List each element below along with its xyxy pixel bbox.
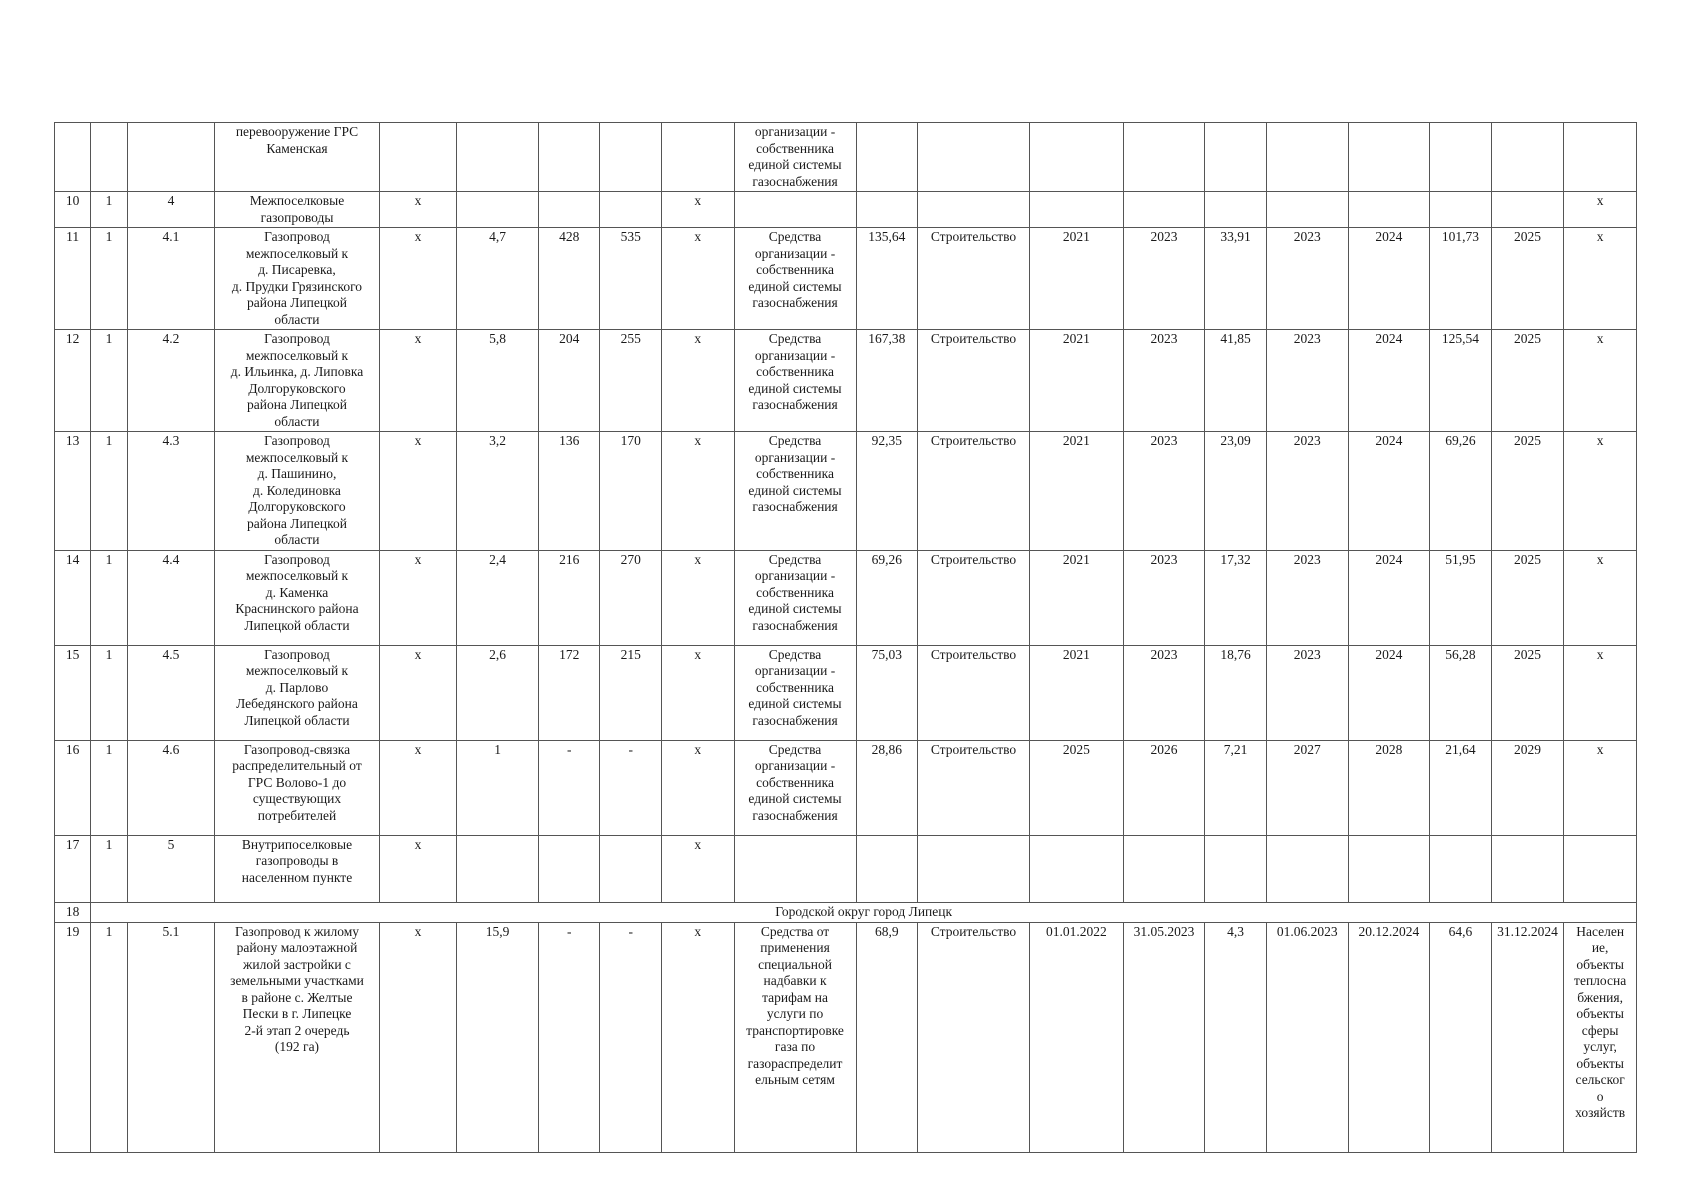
build-end: 2024 xyxy=(1348,645,1430,740)
design-cost: 18,76 xyxy=(1205,645,1267,740)
col-9-cell: x xyxy=(661,330,734,432)
cost-cell: 135,64 xyxy=(856,228,918,330)
col-2-cell: 1 xyxy=(91,835,127,902)
object-name: Газопровод межпоселковый к д. Пашинино, д. Колединовка Долгоруковского района Липецкой области xyxy=(215,432,379,551)
table-row xyxy=(55,740,1637,835)
col-5-cell: x xyxy=(379,550,457,645)
commissioning: 2025 xyxy=(1491,330,1564,432)
row-number: 19 xyxy=(55,922,91,1152)
col-7-cell: 428 xyxy=(538,228,600,330)
work-type: Строительство xyxy=(918,550,1030,645)
build-start: 2023 xyxy=(1266,432,1348,551)
funding-source: Средства от применения специальной надбавки к тарифам на услуги по транспортировке газа по газораспределит ельным сетям xyxy=(734,922,856,1152)
build-start xyxy=(1266,835,1348,902)
design-start xyxy=(1029,123,1123,192)
row-number: 10 xyxy=(55,192,91,228)
design-cost: 41,85 xyxy=(1205,330,1267,432)
funding-source xyxy=(734,192,856,228)
row-number: 17 xyxy=(55,835,91,902)
funding-source: организации - собственника единой системы газоснабжения xyxy=(734,123,856,192)
consumers-note: x xyxy=(1564,330,1637,432)
row-number xyxy=(55,123,91,192)
col-8-cell: 215 xyxy=(600,645,662,740)
col-9-cell: x xyxy=(661,432,734,551)
table-row xyxy=(55,228,1637,330)
build-end: 2024 xyxy=(1348,432,1430,551)
table-row xyxy=(55,902,1637,922)
col-5-cell: x xyxy=(379,835,457,902)
row-number: 12 xyxy=(55,330,91,432)
work-type xyxy=(918,192,1030,228)
design-cost xyxy=(1205,835,1267,902)
length-cell xyxy=(457,192,539,228)
design-start xyxy=(1029,835,1123,902)
length-cell: 3,2 xyxy=(457,432,539,551)
col-7-cell: - xyxy=(538,922,600,1152)
commissioning: 2025 xyxy=(1491,432,1564,551)
build-cost: 64,6 xyxy=(1430,922,1492,1152)
col-5-cell: x xyxy=(379,922,457,1152)
object-name: Газопровод межпоселковый к д. Ильинка, д. Липовка Долгоруковского района Липецкой области xyxy=(215,330,379,432)
build-cost: 56,28 xyxy=(1430,645,1492,740)
work-type: Строительство xyxy=(918,645,1030,740)
length-cell: 5,8 xyxy=(457,330,539,432)
row-number: 13 xyxy=(55,432,91,551)
table-row xyxy=(55,550,1637,645)
design-cost: 23,09 xyxy=(1205,432,1267,551)
build-cost: 101,73 xyxy=(1430,228,1492,330)
commissioning xyxy=(1491,192,1564,228)
build-start: 2023 xyxy=(1266,228,1348,330)
build-start: 01.06.2023 xyxy=(1266,922,1348,1152)
design-start: 2021 xyxy=(1029,432,1123,551)
cost-cell xyxy=(856,835,918,902)
consumers-note: x xyxy=(1564,228,1637,330)
col-2-cell: 1 xyxy=(91,192,127,228)
item-code xyxy=(127,123,215,192)
design-start: 01.01.2022 xyxy=(1029,922,1123,1152)
cost-cell: 68,9 xyxy=(856,922,918,1152)
col-5-cell xyxy=(379,123,457,192)
col-2-cell: 1 xyxy=(91,645,127,740)
work-type: Строительство xyxy=(918,228,1030,330)
length-cell: 1 xyxy=(457,740,539,835)
build-end: 2024 xyxy=(1348,228,1430,330)
build-cost xyxy=(1430,835,1492,902)
design-start: 2021 xyxy=(1029,550,1123,645)
col-2-cell: 1 xyxy=(91,330,127,432)
cost-cell: 92,35 xyxy=(856,432,918,551)
design-end xyxy=(1123,192,1205,228)
item-code: 5.1 xyxy=(127,922,215,1152)
row-number: 15 xyxy=(55,645,91,740)
build-end xyxy=(1348,192,1430,228)
col-7-cell xyxy=(538,123,600,192)
cost-cell: 28,86 xyxy=(856,740,918,835)
col-5-cell: x xyxy=(379,740,457,835)
build-start: 2027 xyxy=(1266,740,1348,835)
funding-source: Средства организации - собственника единой системы газоснабжения xyxy=(734,740,856,835)
build-end: 2024 xyxy=(1348,550,1430,645)
object-name: Газопровод межпоселковый к д. Парлово Лебедянского района Липецкой области xyxy=(215,645,379,740)
cost-cell: 75,03 xyxy=(856,645,918,740)
build-start xyxy=(1266,123,1348,192)
col-7-cell xyxy=(538,835,600,902)
design-cost xyxy=(1205,123,1267,192)
col-9-cell: x xyxy=(661,835,734,902)
item-code: 5 xyxy=(127,835,215,902)
col-8-cell: 255 xyxy=(600,330,662,432)
funding-source: Средства организации - собственника единой системы газоснабжения xyxy=(734,228,856,330)
object-name: Газопровод межпоселковый к д. Писаревка, д. Прудки Грязинского района Липецкой области xyxy=(215,228,379,330)
design-cost xyxy=(1205,192,1267,228)
design-end xyxy=(1123,123,1205,192)
col-2-cell: 1 xyxy=(91,228,127,330)
col-2-cell: 1 xyxy=(91,550,127,645)
build-end xyxy=(1348,123,1430,192)
col-2-cell: 1 xyxy=(91,922,127,1152)
col-8-cell xyxy=(600,192,662,228)
work-type: Строительство xyxy=(918,740,1030,835)
length-cell: 2,4 xyxy=(457,550,539,645)
col-2-cell xyxy=(91,123,127,192)
build-cost: 69,26 xyxy=(1430,432,1492,551)
item-code: 4 xyxy=(127,192,215,228)
commissioning: 2029 xyxy=(1491,740,1564,835)
build-cost: 21,64 xyxy=(1430,740,1492,835)
design-end: 2023 xyxy=(1123,550,1205,645)
funding-source: Средства организации - собственника единой системы газоснабжения xyxy=(734,330,856,432)
build-end xyxy=(1348,835,1430,902)
col-9-cell: x xyxy=(661,550,734,645)
col-8-cell: - xyxy=(600,922,662,1152)
col-8-cell: 535 xyxy=(600,228,662,330)
col-5-cell: x xyxy=(379,432,457,551)
col-9-cell: x xyxy=(661,740,734,835)
build-start: 2023 xyxy=(1266,550,1348,645)
col-7-cell: 172 xyxy=(538,645,600,740)
build-cost xyxy=(1430,192,1492,228)
commissioning xyxy=(1491,123,1564,192)
consumers-note: Населен ие, объекты теплосна бжения, объекты сферы услуг, объекты сельског о хозяйств xyxy=(1564,922,1637,1152)
col-5-cell: x xyxy=(379,228,457,330)
commissioning: 2025 xyxy=(1491,645,1564,740)
col-9-cell: x xyxy=(661,192,734,228)
length-cell xyxy=(457,123,539,192)
col-7-cell xyxy=(538,192,600,228)
design-start: 2025 xyxy=(1029,740,1123,835)
cost-cell: 69,26 xyxy=(856,550,918,645)
item-code: 4.4 xyxy=(127,550,215,645)
work-type xyxy=(918,835,1030,902)
build-start: 2023 xyxy=(1266,330,1348,432)
object-name: Газопровод к жилому району малоэтажной жилой застройки с земельными участками в районе с. Желтые Пески в г. Липецке 2-й этап 2 очередь (192 га) xyxy=(215,922,379,1152)
col-5-cell: x xyxy=(379,192,457,228)
col-8-cell: 270 xyxy=(600,550,662,645)
design-start: 2021 xyxy=(1029,645,1123,740)
table-row xyxy=(55,123,1637,192)
design-end: 2023 xyxy=(1123,330,1205,432)
length-cell: 4,7 xyxy=(457,228,539,330)
section-title: Городской округ город Липецк xyxy=(91,902,1637,922)
funding-source xyxy=(734,835,856,902)
build-start: 2023 xyxy=(1266,645,1348,740)
consumers-note: x xyxy=(1564,192,1637,228)
build-end: 2028 xyxy=(1348,740,1430,835)
col-2-cell: 1 xyxy=(91,740,127,835)
table-row xyxy=(55,922,1637,1152)
consumers-note xyxy=(1564,835,1637,902)
object-name: Внутрипоселковые газопроводы в населенном пункте xyxy=(215,835,379,902)
design-start xyxy=(1029,192,1123,228)
design-cost: 7,21 xyxy=(1205,740,1267,835)
col-7-cell: 216 xyxy=(538,550,600,645)
object-name: Межпоселковые газопроводы xyxy=(215,192,379,228)
length-cell: 15,9 xyxy=(457,922,539,1152)
cost-cell: 167,38 xyxy=(856,330,918,432)
item-code: 4.5 xyxy=(127,645,215,740)
design-cost: 33,91 xyxy=(1205,228,1267,330)
design-end: 2023 xyxy=(1123,645,1205,740)
table-row xyxy=(55,432,1637,551)
col-5-cell: x xyxy=(379,645,457,740)
col-8-cell: 170 xyxy=(600,432,662,551)
length-cell: 2,6 xyxy=(457,645,539,740)
funding-source: Средства организации - собственника единой системы газоснабжения xyxy=(734,645,856,740)
consumers-note xyxy=(1564,123,1637,192)
commissioning: 2025 xyxy=(1491,228,1564,330)
table-row xyxy=(55,192,1637,228)
funding-source: Средства организации - собственника единой системы газоснабжения xyxy=(734,550,856,645)
item-code: 4.1 xyxy=(127,228,215,330)
object-name: Газопровод-связка распределительный от ГРС Волово-1 до существующих потребителей xyxy=(215,740,379,835)
row-number: 14 xyxy=(55,550,91,645)
row-number: 11 xyxy=(55,228,91,330)
length-cell xyxy=(457,835,539,902)
build-end: 2024 xyxy=(1348,330,1430,432)
design-cost: 4,3 xyxy=(1205,922,1267,1152)
build-end: 20.12.2024 xyxy=(1348,922,1430,1152)
col-5-cell: x xyxy=(379,330,457,432)
table-row xyxy=(55,330,1637,432)
build-start xyxy=(1266,192,1348,228)
object-name: Газопровод межпоселковый к д. Каменка Краснинского района Липецкой области xyxy=(215,550,379,645)
design-cost: 17,32 xyxy=(1205,550,1267,645)
col-2-cell: 1 xyxy=(91,432,127,551)
design-start: 2021 xyxy=(1029,330,1123,432)
commissioning xyxy=(1491,835,1564,902)
col-8-cell xyxy=(600,835,662,902)
work-type: Строительство xyxy=(918,432,1030,551)
cost-cell xyxy=(856,123,918,192)
table-body xyxy=(55,123,1637,1153)
col-9-cell xyxy=(661,123,734,192)
funding-source: Средства организации - собственника единой системы газоснабжения xyxy=(734,432,856,551)
row-number: 16 xyxy=(55,740,91,835)
work-type xyxy=(918,123,1030,192)
consumers-note: x xyxy=(1564,740,1637,835)
design-end xyxy=(1123,835,1205,902)
table-row xyxy=(55,645,1637,740)
commissioning: 2025 xyxy=(1491,550,1564,645)
work-type: Строительство xyxy=(918,922,1030,1152)
col-9-cell: x xyxy=(661,228,734,330)
col-7-cell: - xyxy=(538,740,600,835)
consumers-note: x xyxy=(1564,432,1637,551)
col-8-cell xyxy=(600,123,662,192)
consumers-note: x xyxy=(1564,645,1637,740)
build-cost: 51,95 xyxy=(1430,550,1492,645)
col-7-cell: 136 xyxy=(538,432,600,551)
work-type: Строительство xyxy=(918,330,1030,432)
table-row xyxy=(55,835,1637,902)
build-cost xyxy=(1430,123,1492,192)
row-number: 18 xyxy=(55,902,91,922)
cost-cell xyxy=(856,192,918,228)
col-8-cell: - xyxy=(600,740,662,835)
design-end: 31.05.2023 xyxy=(1123,922,1205,1152)
design-end: 2023 xyxy=(1123,432,1205,551)
col-9-cell: x xyxy=(661,922,734,1152)
commissioning: 31.12.2024 xyxy=(1491,922,1564,1152)
design-end: 2026 xyxy=(1123,740,1205,835)
col-9-cell: x xyxy=(661,645,734,740)
design-end: 2023 xyxy=(1123,228,1205,330)
consumers-note: x xyxy=(1564,550,1637,645)
item-code: 4.3 xyxy=(127,432,215,551)
col-7-cell: 204 xyxy=(538,330,600,432)
design-start: 2021 xyxy=(1029,228,1123,330)
item-code: 4.2 xyxy=(127,330,215,432)
object-name: перевооружение ГРС Каменская xyxy=(215,123,379,192)
item-code: 4.6 xyxy=(127,740,215,835)
build-cost: 125,54 xyxy=(1430,330,1492,432)
gas-pipeline-table xyxy=(54,122,1637,1153)
